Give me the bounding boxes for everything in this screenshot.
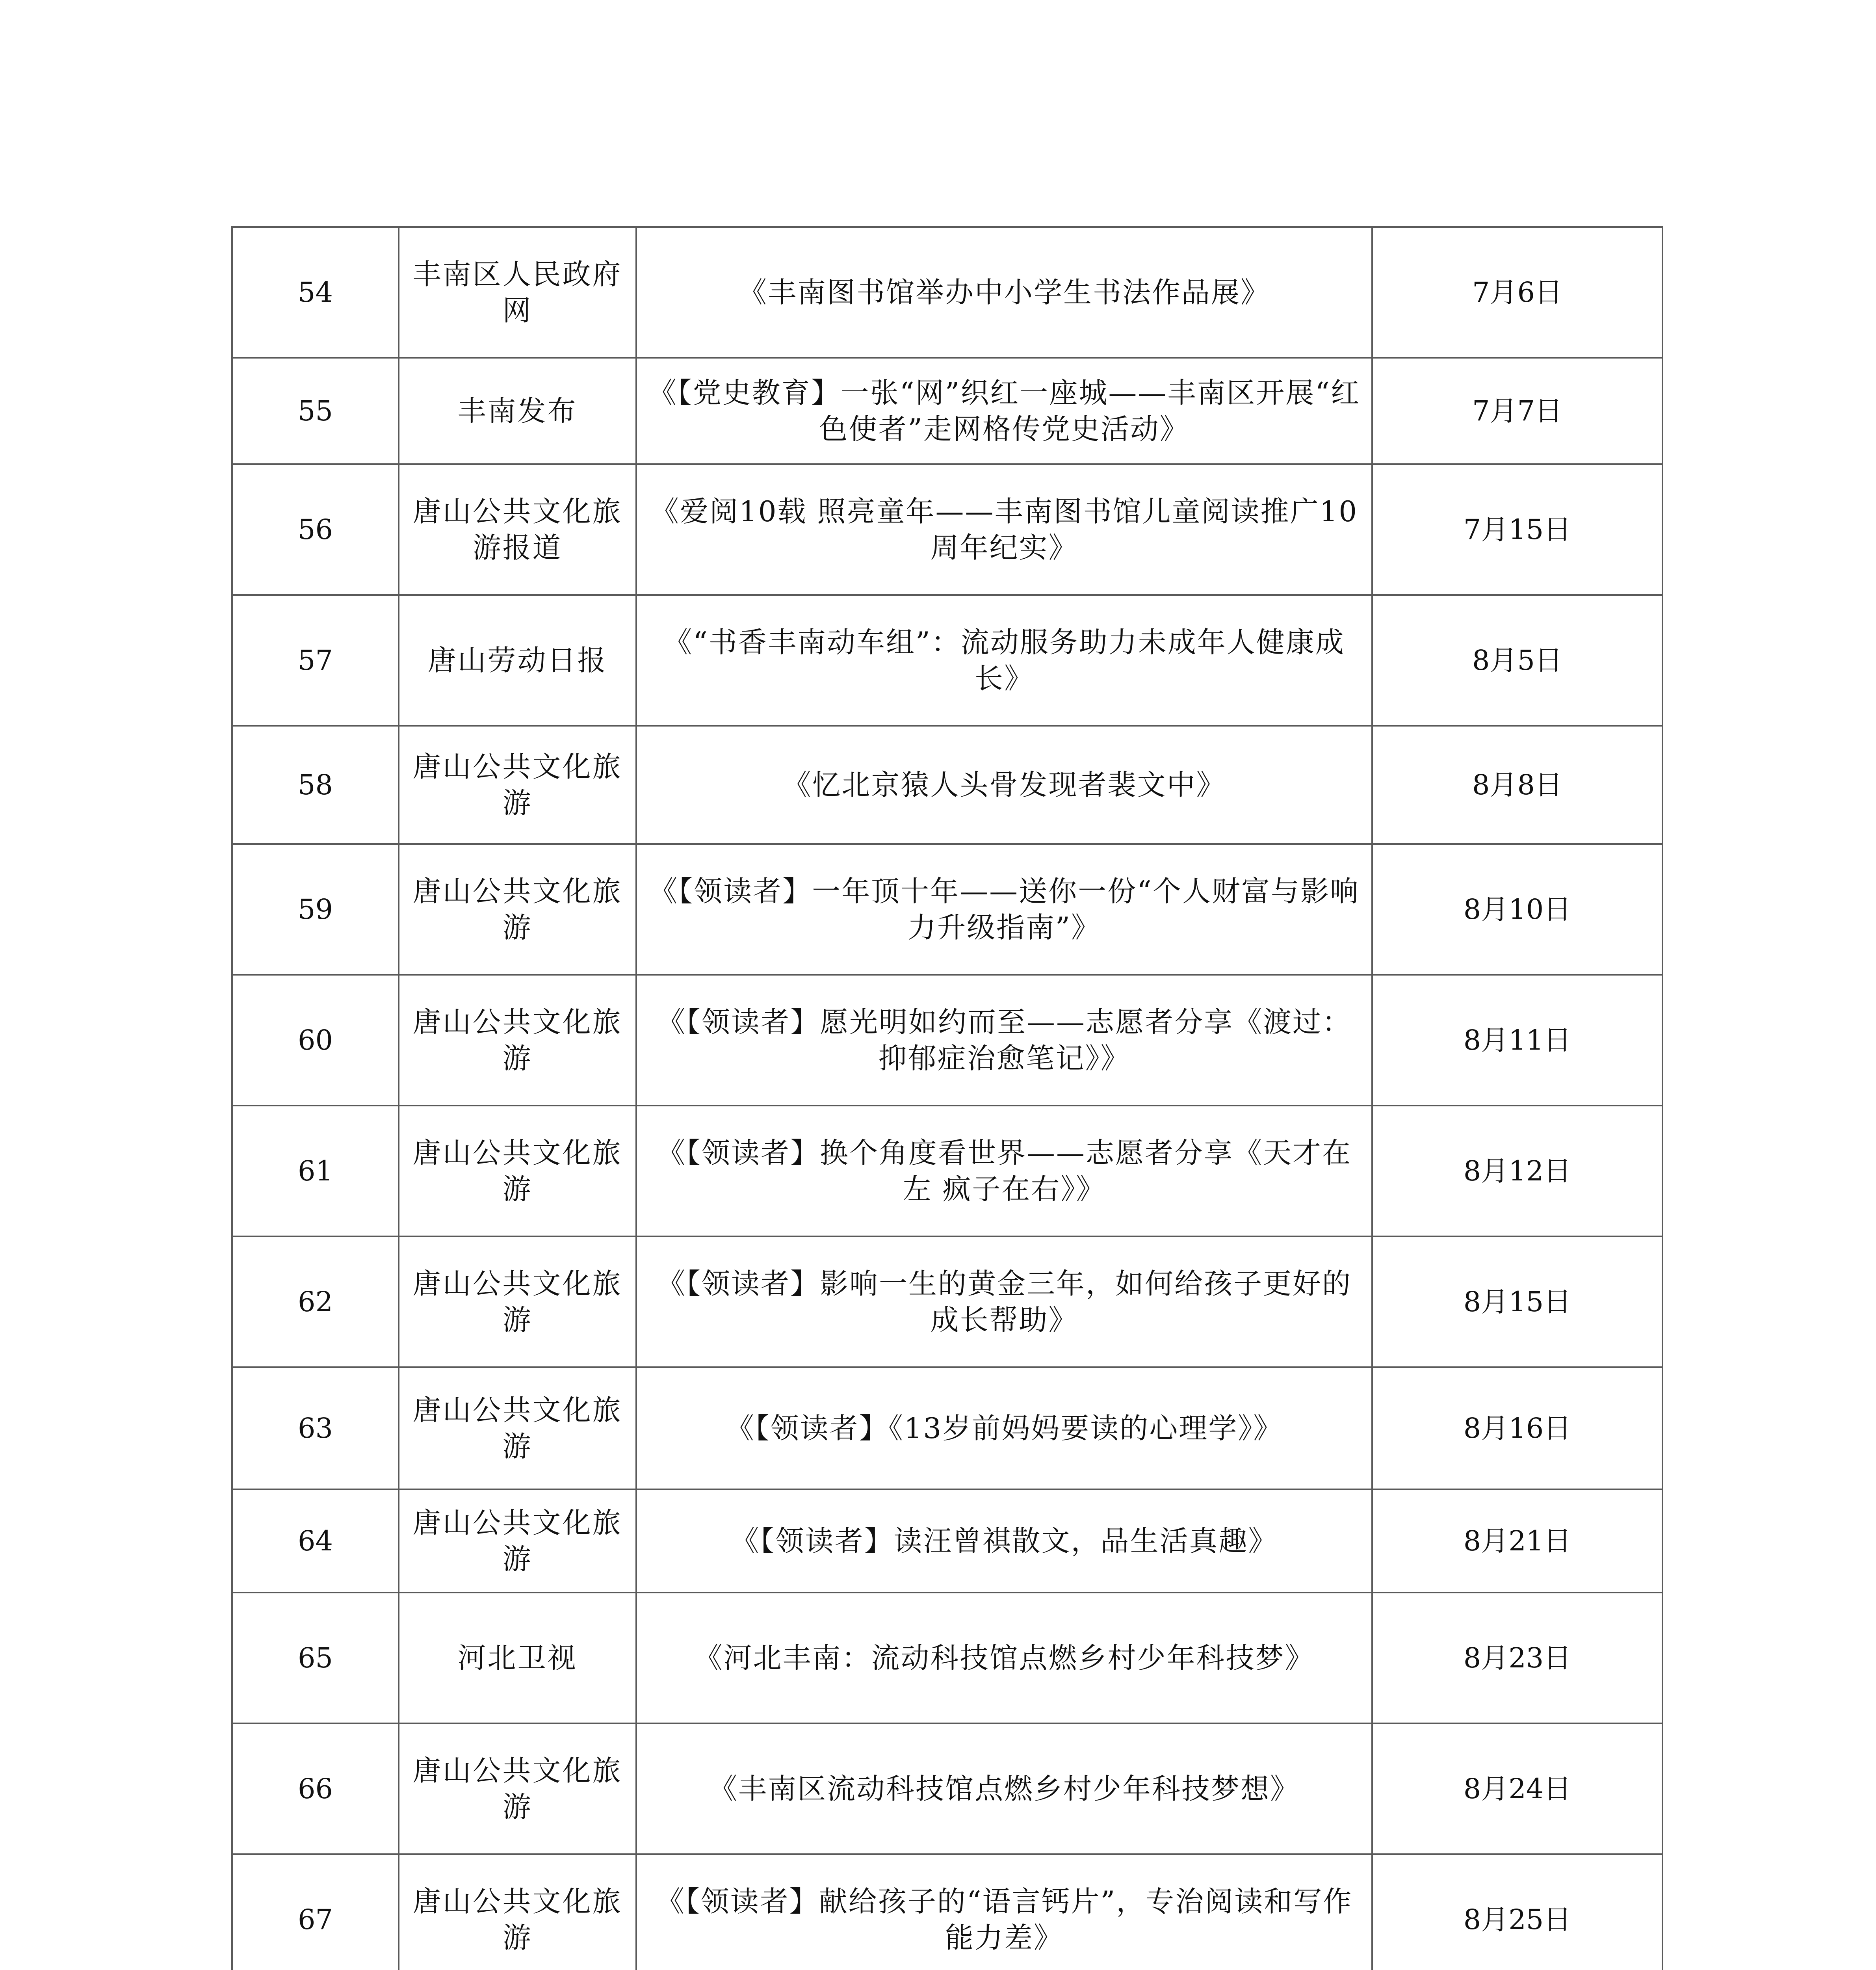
table-row (232, 844, 1662, 975)
row-number: 56 (232, 464, 399, 595)
title-cell: 《【领读者】影响一生的黄金三年，如何给孩子更好的成长帮助》 (636, 1236, 1372, 1367)
table-body (232, 227, 1662, 1970)
title-cell: 《【领读者】愿光明如约而至——志愿者分享《渡过：抑郁症治愈笔记》》 (636, 975, 1372, 1106)
table-row (232, 726, 1662, 844)
title-cell: 《河北丰南：流动科技馆点燃乡村少年科技梦》 (636, 1593, 1372, 1723)
title-cell: 《【领读者】一年顶十年——送你一份“个人财富与影响力升级指南”》 (636, 844, 1372, 975)
row-number: 54 (232, 227, 399, 358)
row-number: 59 (232, 844, 399, 975)
source-cell: 唐山公共文化旅游 (399, 726, 636, 844)
table-row (232, 1593, 1662, 1723)
date-cell: 8月21日 (1372, 1489, 1662, 1593)
row-number: 64 (232, 1489, 399, 1593)
title-cell: 《【领读者】献给孩子的“语言钙片”，专治阅读和写作能力差》 (636, 1854, 1372, 1970)
title-cell: 《“书香丰南动车组”：流动服务助力未成年人健康成长》 (636, 595, 1372, 726)
table-row (232, 1236, 1662, 1367)
source-cell: 丰南发布 (399, 358, 636, 464)
source-cell: 唐山公共文化旅游 (399, 1106, 636, 1236)
table-row (232, 464, 1662, 595)
title-cell: 《丰南图书馆举办中小学生书法作品展》 (636, 227, 1372, 358)
table-row (232, 975, 1662, 1106)
source-cell: 唐山公共文化旅游报道 (399, 464, 636, 595)
row-number: 63 (232, 1367, 399, 1489)
date-cell: 8月23日 (1372, 1593, 1662, 1723)
row-number: 58 (232, 726, 399, 844)
source-cell: 唐山公共文化旅游 (399, 1236, 636, 1367)
date-cell: 8月25日 (1372, 1854, 1662, 1970)
title-cell: 《【领读者】读汪曾祺散文，品生活真趣》 (636, 1489, 1372, 1593)
table-row (232, 227, 1662, 358)
date-cell: 8月5日 (1372, 595, 1662, 726)
title-cell: 《【党史教育】一张“网”织红一座城——丰南区开展“红色使者”走网格传党史活动》 (636, 358, 1372, 464)
table-row (232, 1854, 1662, 1970)
row-number: 62 (232, 1236, 399, 1367)
source-cell: 唐山公共文化旅游 (399, 1367, 636, 1489)
date-cell: 8月12日 (1372, 1106, 1662, 1236)
row-number: 67 (232, 1854, 399, 1970)
source-cell: 唐山劳动日报 (399, 595, 636, 726)
title-cell: 《丰南区流动科技馆点燃乡村少年科技梦想》 (636, 1723, 1372, 1854)
row-number: 57 (232, 595, 399, 726)
title-cell: 《【领读者】《13岁前妈妈要读的心理学》》 (636, 1367, 1372, 1489)
table-row (232, 595, 1662, 726)
source-cell: 唐山公共文化旅游 (399, 1854, 636, 1970)
source-cell: 唐山公共文化旅游 (399, 1723, 636, 1854)
report-table (231, 226, 1663, 1970)
table-row (232, 1106, 1662, 1236)
row-number: 61 (232, 1106, 399, 1236)
source-cell: 河北卫视 (399, 1593, 636, 1723)
source-cell: 丰南区人民政府网 (399, 227, 636, 358)
row-number: 65 (232, 1593, 399, 1723)
date-cell: 8月8日 (1372, 726, 1662, 844)
source-cell: 唐山公共文化旅游 (399, 1489, 636, 1593)
date-cell: 8月24日 (1372, 1723, 1662, 1854)
table-row (232, 358, 1662, 464)
date-cell: 7月6日 (1372, 227, 1662, 358)
date-cell: 8月16日 (1372, 1367, 1662, 1489)
row-number: 66 (232, 1723, 399, 1854)
date-cell: 7月7日 (1372, 358, 1662, 464)
table-row (232, 1489, 1662, 1593)
title-cell: 《忆北京猿人头骨发现者裴文中》 (636, 726, 1372, 844)
row-number: 60 (232, 975, 399, 1106)
date-cell: 8月10日 (1372, 844, 1662, 975)
title-cell: 《【领读者】换个角度看世界——志愿者分享《天才在左 疯子在右》》 (636, 1106, 1372, 1236)
date-cell: 8月15日 (1372, 1236, 1662, 1367)
source-cell: 唐山公共文化旅游 (399, 844, 636, 975)
date-cell: 7月15日 (1372, 464, 1662, 595)
table-row (232, 1723, 1662, 1854)
row-number: 55 (232, 358, 399, 464)
date-cell: 8月11日 (1372, 975, 1662, 1106)
source-cell: 唐山公共文化旅游 (399, 975, 636, 1106)
table-row (232, 1367, 1662, 1489)
title-cell: 《爱阅10载 照亮童年——丰南图书馆儿童阅读推广10周年纪实》 (636, 464, 1372, 595)
